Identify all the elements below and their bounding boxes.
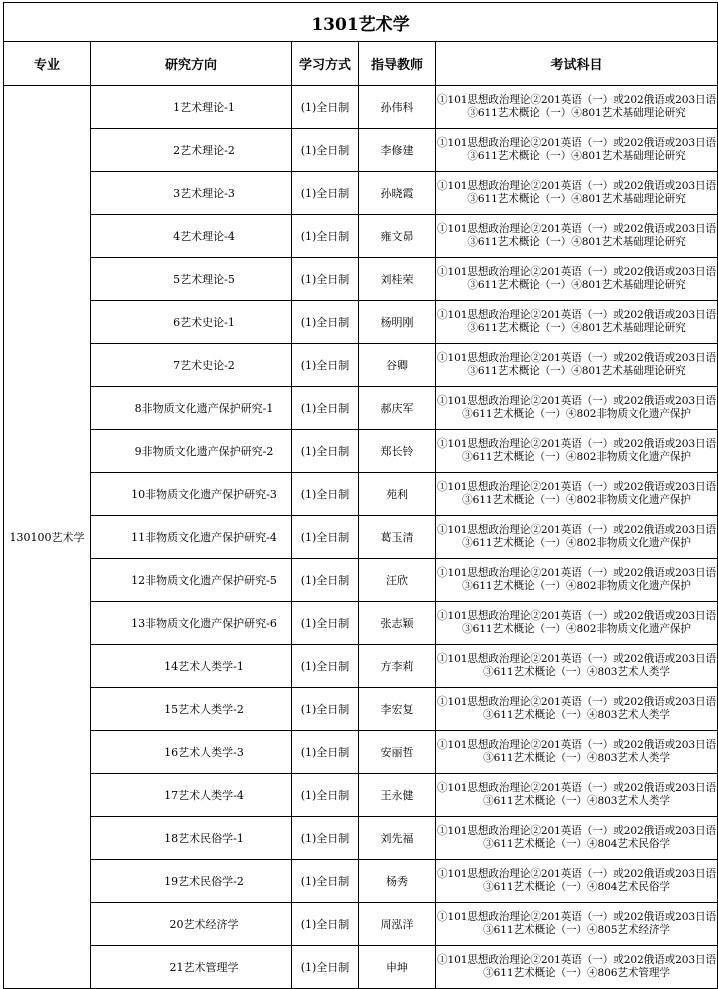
direction-text: 21艺术管理学	[169, 961, 239, 974]
subjects-cell	[436, 172, 718, 215]
direction-text: 3艺术理论-3	[173, 187, 235, 200]
teacher-cell: 刘桂荣	[359, 258, 436, 301]
table-row	[4, 602, 718, 645]
teacher-cell: 李宏复	[359, 688, 436, 731]
study-mode-cell: (1)全日制	[292, 602, 359, 645]
direction-cell	[91, 129, 292, 172]
direction-text: 9非物质文化遗产保护研究-2	[134, 445, 274, 458]
subjects-line-2: ③611艺术概论（一）④805艺术经济学	[483, 924, 670, 936]
subjects-line-1: ①101思想政治理论②201英语（一）或202俄语或203日语	[436, 481, 717, 493]
teacher-cell: 安丽哲	[359, 731, 436, 774]
subjects-cell	[436, 903, 718, 946]
header-teacher: 指导教师	[359, 42, 436, 86]
subjects-cell	[436, 946, 718, 989]
subjects-line-1: ①101思想政治理论②201英语（一）或202俄语或203日语	[436, 825, 717, 837]
subjects-line-2: ③611艺术概论（一）④801艺术基础理论研究	[467, 107, 686, 119]
table-row	[4, 172, 718, 215]
table-title: 1301艺术学	[4, 3, 718, 42]
direction-text: 19艺术民俗学-2	[164, 875, 244, 888]
study-mode-cell: (1)全日制	[292, 215, 359, 258]
teacher-cell: 谷卿	[359, 344, 436, 387]
header-major: 专业	[4, 42, 91, 86]
table-row	[4, 688, 718, 731]
study-mode-cell: (1)全日制	[292, 344, 359, 387]
table-row	[4, 344, 718, 387]
subjects-line-1: ①101思想政治理论②201英语（一）或202俄语或203日语	[436, 223, 717, 235]
teacher-cell: 张志颖	[359, 602, 436, 645]
admissions-table	[3, 2, 718, 989]
direction-cell	[91, 430, 292, 473]
study-mode-cell: (1)全日制	[292, 903, 359, 946]
major-cell: 130100艺术学	[4, 86, 91, 989]
subjects-cell	[436, 559, 718, 602]
subjects-line-1: ①101思想政治理论②201英语（一）或202俄语或203日语	[436, 309, 717, 321]
subjects-line-1: ①101思想政治理论②201英语（一）或202俄语或203日语	[436, 911, 717, 923]
direction-cell	[91, 215, 292, 258]
direction-cell	[91, 86, 292, 129]
subjects-line-2: ③611艺术概论（一）④802非物质文化遗产保护	[462, 537, 691, 549]
subjects-cell	[436, 860, 718, 903]
subjects-cell	[436, 86, 718, 129]
subjects-line-2: ③611艺术概论（一）④801艺术基础理论研究	[467, 193, 686, 205]
direction-text: 18艺术民俗学-1	[164, 832, 244, 845]
teacher-cell: 李修建	[359, 129, 436, 172]
subjects-cell	[436, 731, 718, 774]
direction-cell	[91, 903, 292, 946]
teacher-cell: 王永健	[359, 774, 436, 817]
teacher-cell: 苑利	[359, 473, 436, 516]
subjects-cell	[436, 215, 718, 258]
direction-text: 13非物质文化遗产保护研究-6	[131, 617, 277, 630]
study-mode-cell: (1)全日制	[292, 473, 359, 516]
direction-cell	[91, 860, 292, 903]
subjects-cell	[436, 688, 718, 731]
study-mode-cell: (1)全日制	[292, 860, 359, 903]
subjects-line-2: ③611艺术概论（一）④804艺术民俗学	[483, 838, 670, 850]
subjects-line-1: ①101思想政治理论②201英语（一）或202俄语或203日语	[436, 610, 717, 622]
study-mode-cell: (1)全日制	[292, 516, 359, 559]
direction-text: 6艺术史论-1	[173, 316, 235, 329]
teacher-cell: 郑长铃	[359, 430, 436, 473]
direction-text: 17艺术人类学-4	[164, 789, 244, 802]
teacher-cell: 郝庆军	[359, 387, 436, 430]
direction-text: 4艺术理论-4	[173, 230, 235, 243]
direction-cell	[91, 774, 292, 817]
direction-cell	[91, 344, 292, 387]
subjects-cell	[436, 473, 718, 516]
direction-cell	[91, 731, 292, 774]
table-row	[4, 86, 718, 129]
study-mode-cell: (1)全日制	[292, 172, 359, 215]
subjects-line-2: ③611艺术概论（一）④804艺术民俗学	[483, 881, 670, 893]
teacher-cell: 汪欣	[359, 559, 436, 602]
subjects-line-2: ③611艺术概论（一）④803艺术人类学	[483, 666, 670, 678]
direction-cell	[91, 301, 292, 344]
direction-text: 10非物质文化遗产保护研究-3	[131, 488, 277, 501]
direction-text: 12非物质文化遗产保护研究-5	[131, 574, 277, 587]
table-row	[4, 946, 718, 989]
subjects-line-1: ①101思想政治理论②201英语（一）或202俄语或203日语	[436, 782, 717, 794]
direction-text: 20艺术经济学	[169, 918, 239, 931]
teacher-cell: 雍文昴	[359, 215, 436, 258]
header-subjects: 考试科目	[436, 42, 718, 86]
direction-text: 16艺术人类学-3	[164, 746, 244, 759]
study-mode-cell: (1)全日制	[292, 301, 359, 344]
subjects-line-1: ①101思想政治理论②201英语（一）或202俄语或203日语	[436, 395, 717, 407]
table-row	[4, 258, 718, 301]
subjects-line-2: ③611艺术概论（一）④802非物质文化遗产保护	[462, 580, 691, 592]
subjects-line-1: ①101思想政治理论②201英语（一）或202俄语或203日语	[436, 524, 717, 536]
table-row	[4, 731, 718, 774]
subjects-cell	[436, 258, 718, 301]
direction-cell	[91, 516, 292, 559]
subjects-line-2: ③611艺术概论（一）④801艺术基础理论研究	[467, 322, 686, 334]
teacher-cell: 方李莉	[359, 645, 436, 688]
direction-text: 2艺术理论-2	[173, 144, 235, 157]
subjects-line-2: ③611艺术概论（一）④802非物质文化遗产保护	[462, 623, 691, 635]
study-mode-cell: (1)全日制	[292, 645, 359, 688]
direction-cell	[91, 172, 292, 215]
direction-cell	[91, 387, 292, 430]
table-row	[4, 129, 718, 172]
table-row	[4, 903, 718, 946]
subjects-line-2: ③611艺术概论（一）④801艺术基础理论研究	[467, 236, 686, 248]
study-mode-cell: (1)全日制	[292, 430, 359, 473]
teacher-cell: 葛玉清	[359, 516, 436, 559]
subjects-line-2: ③611艺术概论（一）④801艺术基础理论研究	[467, 279, 686, 291]
subjects-line-2: ③611艺术概论（一）④803艺术人类学	[483, 709, 670, 721]
study-mode-cell: (1)全日制	[292, 774, 359, 817]
subjects-line-2: ③611艺术概论（一）④806艺术管理学	[483, 967, 670, 979]
teacher-cell: 刘先福	[359, 817, 436, 860]
header-mode: 学习方式	[292, 42, 359, 86]
direction-cell	[91, 946, 292, 989]
table-row	[4, 301, 718, 344]
header-direction: 研究方向	[91, 42, 292, 86]
table-row	[4, 774, 718, 817]
table-row	[4, 645, 718, 688]
direction-cell	[91, 559, 292, 602]
subjects-line-2: ③611艺术概论（一）④802非物质文化遗产保护	[462, 494, 691, 506]
subjects-line-2: ③611艺术概论（一）④802非物质文化遗产保护	[462, 408, 691, 420]
study-mode-cell: (1)全日制	[292, 688, 359, 731]
subjects-line-1: ①101思想政治理论②201英语（一）或202俄语或203日语	[436, 696, 717, 708]
direction-cell	[91, 688, 292, 731]
direction-cell	[91, 645, 292, 688]
subjects-cell	[436, 602, 718, 645]
subjects-line-1: ①101思想政治理论②201英语（一）或202俄语或203日语	[436, 266, 717, 278]
table-row	[4, 516, 718, 559]
direction-text: 14艺术人类学-1	[164, 660, 244, 673]
subjects-cell	[436, 516, 718, 559]
direction-text: 5艺术理论-5	[173, 273, 235, 286]
direction-text: 15艺术人类学-2	[164, 703, 244, 716]
subjects-line-1: ①101思想政治理论②201英语（一）或202俄语或203日语	[436, 653, 717, 665]
subjects-cell	[436, 817, 718, 860]
table-row	[4, 430, 718, 473]
table-row	[4, 559, 718, 602]
direction-cell	[91, 817, 292, 860]
direction-text: 11非物质文化遗产保护研究-4	[131, 531, 277, 544]
study-mode-cell: (1)全日制	[292, 946, 359, 989]
study-mode-cell: (1)全日制	[292, 731, 359, 774]
study-mode-cell: (1)全日制	[292, 86, 359, 129]
subjects-cell	[436, 774, 718, 817]
subjects-line-1: ①101思想政治理论②201英语（一）或202俄语或203日语	[436, 94, 717, 106]
teacher-cell: 申坤	[359, 946, 436, 989]
table-row	[4, 473, 718, 516]
teacher-cell: 孙晓霞	[359, 172, 436, 215]
study-mode-cell: (1)全日制	[292, 817, 359, 860]
subjects-cell	[436, 645, 718, 688]
subjects-line-1: ①101思想政治理论②201英语（一）或202俄语或203日语	[436, 352, 717, 364]
study-mode-cell: (1)全日制	[292, 559, 359, 602]
table-row	[4, 387, 718, 430]
subjects-line-2: ③611艺术概论（一）④803艺术人类学	[483, 795, 670, 807]
table-row	[4, 215, 718, 258]
direction-text: 1艺术理论-1	[173, 101, 235, 114]
teacher-cell: 杨秀	[359, 860, 436, 903]
study-mode-cell: (1)全日制	[292, 129, 359, 172]
header-row	[4, 42, 718, 86]
subjects-cell	[436, 129, 718, 172]
subjects-cell	[436, 430, 718, 473]
subjects-line-1: ①101思想政治理论②201英语（一）或202俄语或203日语	[436, 868, 717, 880]
subjects-line-1: ①101思想政治理论②201英语（一）或202俄语或203日语	[436, 438, 717, 450]
study-mode-cell: (1)全日制	[292, 387, 359, 430]
direction-cell	[91, 473, 292, 516]
subjects-cell	[436, 301, 718, 344]
subjects-cell	[436, 344, 718, 387]
study-mode-cell: (1)全日制	[292, 258, 359, 301]
subjects-line-2: ③611艺术概论（一）④803艺术人类学	[483, 752, 670, 764]
teacher-cell: 周泓洋	[359, 903, 436, 946]
subjects-line-2: ③611艺术概论（一）④801艺术基础理论研究	[467, 150, 686, 162]
table-row	[4, 860, 718, 903]
subjects-line-1: ①101思想政治理论②201英语（一）或202俄语或203日语	[436, 954, 717, 966]
subjects-line-1: ①101思想政治理论②201英语（一）或202俄语或203日语	[436, 137, 717, 149]
direction-text: 7艺术史论-2	[173, 359, 235, 372]
teacher-cell: 杨明刚	[359, 301, 436, 344]
table-row	[4, 817, 718, 860]
direction-cell	[91, 258, 292, 301]
subjects-line-1: ①101思想政治理论②201英语（一）或202俄语或203日语	[436, 567, 717, 579]
direction-cell	[91, 602, 292, 645]
direction-text: 8非物质文化遗产保护研究-1	[134, 402, 274, 415]
subjects-line-2: ③611艺术概论（一）④801艺术基础理论研究	[467, 365, 686, 377]
subjects-cell	[436, 387, 718, 430]
subjects-line-1: ①101思想政治理论②201英语（一）或202俄语或203日语	[436, 180, 717, 192]
subjects-line-2: ③611艺术概论（一）④802非物质文化遗产保护	[462, 451, 691, 463]
teacher-cell: 孙伟科	[359, 86, 436, 129]
subjects-line-1: ①101思想政治理论②201英语（一）或202俄语或203日语	[436, 739, 717, 751]
